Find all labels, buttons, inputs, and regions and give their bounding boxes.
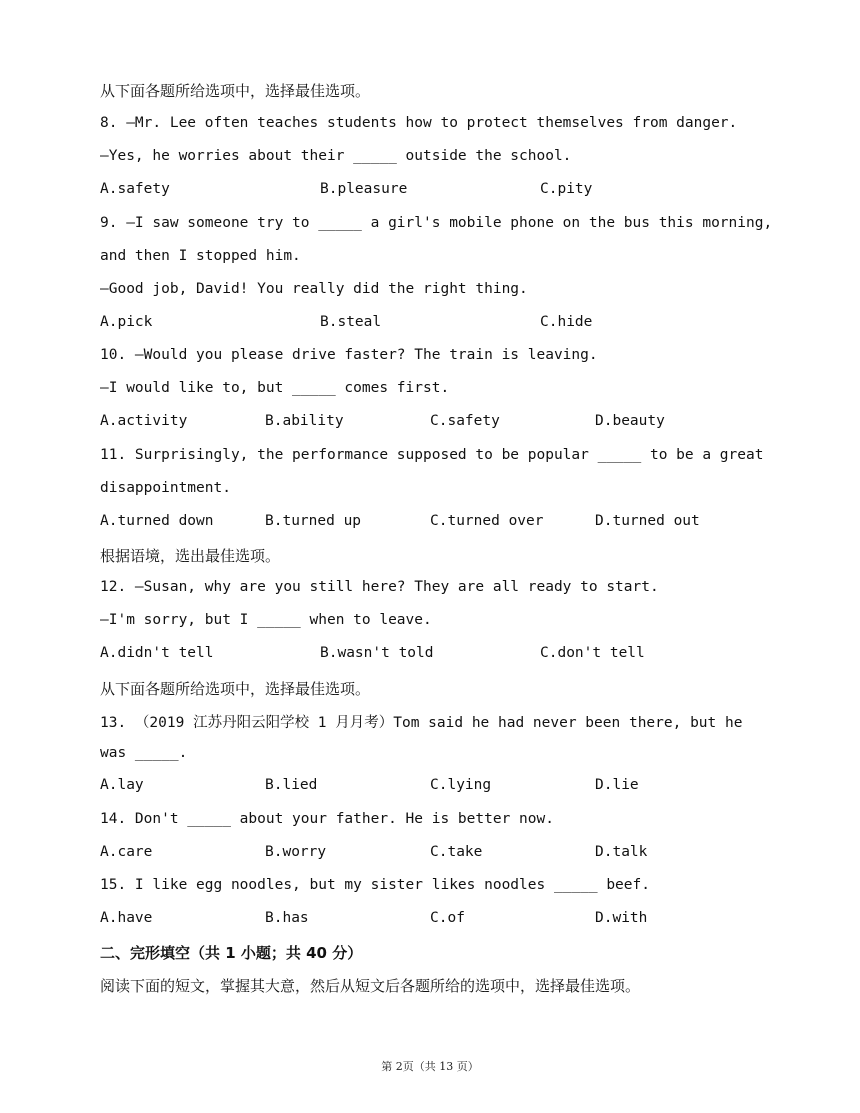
question-11-option-c: C.turned over xyxy=(430,513,544,529)
question-15-option-b: B.has xyxy=(265,910,309,926)
question-13-option-a: A.lay xyxy=(100,777,144,793)
question-9-option-a: A.pick xyxy=(100,314,153,330)
instruction-context-best: 根据语境，选出最佳选项。 xyxy=(100,547,281,565)
question-14-option-b: B.worry xyxy=(265,844,327,860)
question-8-option-c: C.pity xyxy=(540,181,593,197)
question-12-option-c: C.don't tell xyxy=(540,645,645,661)
question-12-option-a: A.didn't tell xyxy=(100,645,214,661)
page-footer: 第 2页（共 13 页） xyxy=(381,1060,479,1073)
question-13-line2: was _____. xyxy=(100,745,188,761)
question-11-option-a: A.turned down xyxy=(100,513,214,529)
question-12-line1: 12. —Susan, why are you still here? They are all ready to start. xyxy=(100,579,659,595)
question-9-option-c: C.hide xyxy=(540,314,593,330)
question-12-line2: —I'm sorry, but I _____ when to leave. xyxy=(100,612,432,628)
question-10-option-d: D.beauty xyxy=(595,413,665,429)
section-2-heading: 二、完形填空（共 1 小题；共 40 分） xyxy=(100,944,363,962)
question-14-option-c: C.take xyxy=(430,844,483,860)
question-14-line1: 14. Don't _____ about your father. He is better now. xyxy=(100,811,554,827)
question-10-option-c: C.safety xyxy=(430,413,500,429)
question-10-option-a: A.activity xyxy=(100,413,188,429)
question-11-line1: 11. Surprisingly, the performance supposed to be popular _____ to be a great xyxy=(100,447,764,463)
question-14-option-a: A.care xyxy=(100,844,153,860)
question-8-option-a: A.safety xyxy=(100,181,170,197)
question-9-line1: 9. —I saw someone try to _____ a girl's mobile phone on the bus this morning, xyxy=(100,215,773,231)
instruction-choose-best-2: 从下面各题所给选项中，选择最佳选项。 xyxy=(100,680,371,698)
question-9-line2: and then I stopped him. xyxy=(100,248,301,264)
question-10-line2: —I would like to, but _____ comes first. xyxy=(100,380,450,396)
question-10-option-b: B.ability xyxy=(265,413,344,429)
question-15-option-c: C.of xyxy=(430,910,465,926)
question-11-option-d: D.turned out xyxy=(595,513,700,529)
question-15-line1: 15. I like egg noodles, but my sister likes noodles _____ beef. xyxy=(100,877,650,893)
question-10-line1: 10. —Would you please drive faster? The train is leaving. xyxy=(100,347,598,363)
question-13-option-b: B.lied xyxy=(265,777,318,793)
section-2-instruction: 阅读下面的短文，掌握其大意，然后从短文后各题所给的选项中，选择最佳选项。 xyxy=(100,977,641,995)
question-8-option-b: B.pleasure xyxy=(320,181,408,197)
question-8-line2: —Yes, he worries about their _____ outside the school. xyxy=(100,148,572,164)
question-11-line2: disappointment. xyxy=(100,480,231,496)
question-13-line1: 13. （2019 江苏丹阳云阳学校 1 月月考）Tom said he had never been there, but he xyxy=(100,715,743,731)
question-15-option-d: D.with xyxy=(595,910,648,926)
question-12-option-b: B.wasn't told xyxy=(320,645,434,661)
question-13-option-c: C.lying xyxy=(430,777,492,793)
question-8-line1: 8. —Mr. Lee often teaches students how to protect themselves from danger. xyxy=(100,115,738,131)
question-15-option-a: A.have xyxy=(100,910,153,926)
question-9-line3: —Good job, David! You really did the right thing. xyxy=(100,281,528,297)
instruction-choose-best: 从下面各题所给选项中，选择最佳选项。 xyxy=(100,82,371,100)
question-11-option-b: B.turned up xyxy=(265,513,362,529)
question-13-option-d: D.lie xyxy=(595,777,639,793)
question-9-option-b: B.steal xyxy=(320,314,382,330)
question-14-option-d: D.talk xyxy=(595,844,648,860)
